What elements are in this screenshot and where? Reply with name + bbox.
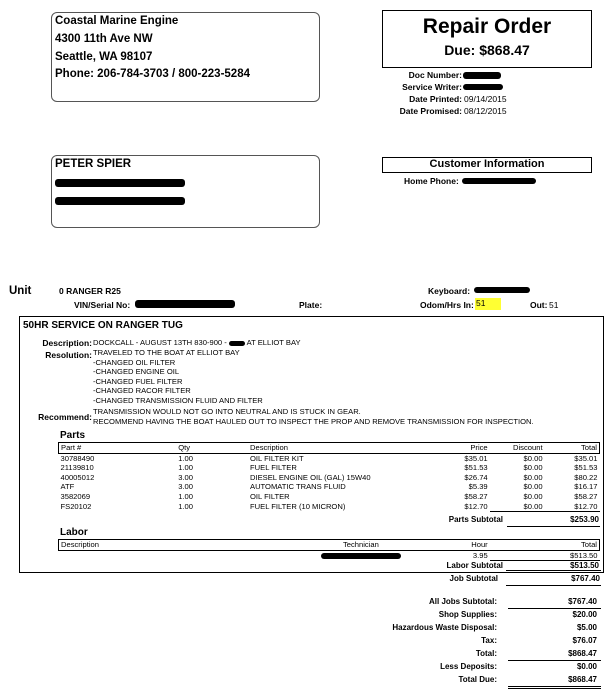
totals-value: $5.00 (576, 623, 597, 632)
col-description: Description (248, 443, 436, 454)
part-qty: 1.00 (178, 453, 193, 463)
resolution-line: -CHANGED FUEL FILTER (93, 376, 183, 386)
company-street: 4300 11th Ave NW (55, 33, 153, 45)
part-price: $35.01 (464, 453, 488, 463)
plate-label: Plate: (299, 300, 323, 310)
part-total: $16.17 (574, 482, 598, 492)
customer-info-box (382, 157, 592, 173)
part-description: FUEL FILTER (250, 463, 297, 473)
description-label: Description: (42, 338, 92, 348)
description-text (93, 338, 301, 347)
job-title: 50HR SERVICE ON RANGER TUG (23, 320, 183, 331)
col-hour: Hour (436, 540, 490, 551)
recommend-line: RECOMMEND HAVING THE BOAT HAULED OUT TO INSPECT THE PROP AND REMOVE TRANSMISSION FOR INSPECTION. (93, 416, 534, 426)
part-number: 3582069 (60, 491, 91, 501)
part-price: $58.27 (464, 491, 488, 501)
col-discount: Discount (490, 443, 545, 454)
repair-order-box (382, 10, 592, 68)
odom-out-value: 51 (549, 300, 559, 310)
part-qty: 1.00 (178, 463, 193, 473)
part-price: $5.39 (468, 482, 488, 492)
col-labor-description: Description (59, 540, 286, 551)
col-labor-total: Total (490, 540, 600, 551)
table-row (59, 492, 600, 502)
resolution-label: Resolution: (45, 350, 92, 360)
table-row (59, 550, 600, 561)
keyboard-label: Keyboard: (428, 286, 471, 296)
parts-subtotal-value: $253.90 (570, 515, 599, 524)
company-address-box (51, 12, 320, 102)
part-number: FS20102 (60, 501, 92, 511)
resolution-line: -CHANGED RACOR FILTER (93, 386, 191, 395)
date-printed-label: Date Printed: (409, 94, 462, 104)
totals-label: Total: (475, 649, 497, 658)
col-price: Price (436, 443, 490, 454)
redaction-bar (55, 197, 185, 205)
redaction-bar (463, 72, 501, 79)
part-discount: $0.00 (523, 472, 543, 482)
table-row (59, 463, 600, 473)
parts-subtotal-label: Parts Subtotal (448, 515, 503, 524)
totals-underline (508, 686, 601, 687)
customer-name: PETER SPIER (55, 158, 132, 170)
redaction-bar (474, 287, 530, 293)
resolution-line: -CHANGED OIL FILTER (93, 357, 176, 367)
totals-label: Shop Supplies: (438, 610, 497, 619)
parts-header-row (59, 443, 600, 454)
labor-technician (286, 550, 436, 561)
recommend-text (93, 407, 534, 426)
part-total: $12.70 (545, 502, 600, 512)
job-subtotal-underline (506, 585, 601, 586)
totals-value: $868.47 (568, 649, 597, 658)
part-discount: $0.00 (490, 502, 545, 512)
totals-value: $868.47 (568, 675, 597, 684)
job-subtotal-underline (506, 570, 601, 571)
parts-title: Parts (60, 430, 86, 441)
vin-label: VIN/Serial No: (74, 300, 131, 310)
odom-label: Odom/Hrs In: (420, 300, 474, 310)
totals-label: All Jobs Subtotal: (429, 597, 497, 606)
part-discount: $0.00 (523, 482, 543, 492)
part-description: AUTOMATIC TRANS FLUID (250, 482, 346, 492)
redaction-bar (229, 341, 245, 346)
col-qty: Qty (176, 443, 248, 454)
company-name: Coastal Marine Engine (55, 15, 179, 27)
redaction-bar (135, 300, 235, 308)
service-writer-label: Service Writer: (402, 82, 462, 92)
part-description: DIESEL ENGINE OIL (GAL) 15W40 (250, 472, 371, 482)
totals-value: $20.00 (572, 610, 597, 619)
customer-address-box (51, 155, 320, 228)
part-total: $58.27 (574, 491, 598, 501)
totals-value: $76.07 (572, 636, 597, 645)
part-description: FUEL FILTER (10 MICRON) (250, 501, 346, 511)
part-number: 21139810 (60, 463, 94, 473)
redaction-bar (55, 179, 185, 187)
customer-info-title: Customer Information (429, 158, 545, 170)
totals-value: $0.00 (576, 662, 597, 671)
date-printed-value: 09/14/2015 (464, 94, 507, 104)
labor-subtotal-label: Labor Subtotal (446, 561, 503, 570)
col-part-number: Part # (59, 443, 177, 454)
doc-info (390, 70, 560, 116)
part-number: ATF (60, 482, 75, 492)
part-price: $26.74 (464, 472, 488, 482)
part-discount: $0.00 (523, 491, 543, 501)
redaction-bar (321, 553, 401, 559)
part-discount: $0.00 (523, 453, 543, 463)
totals-value: $767.40 (568, 597, 597, 606)
labor-subtotal-value: $513.50 (570, 561, 599, 570)
part-description: OIL FILTER KIT (250, 453, 304, 463)
resolution-line: -CHANGED TRANSMISSION FLUID AND FILTER (93, 395, 263, 405)
labor-table (58, 539, 600, 561)
col-total: Total (545, 443, 600, 454)
totals-label: Less Deposits: (440, 662, 497, 671)
table-row (59, 473, 600, 483)
date-promised-label: Date Promised: (399, 106, 462, 116)
amount-due: Due: $868.47 (444, 42, 530, 58)
odom-out-label: Out: (530, 300, 548, 310)
recommend-line: TRANSMISSION WOULD NOT GO INTO NEUTRAL AND IS STUCK IN GEAR. (93, 407, 361, 416)
part-price: $51.53 (464, 463, 488, 473)
subtotal-underline (507, 526, 600, 527)
company-phone: Phone: 206-784-3703 / 800-223-5284 (55, 68, 250, 80)
part-number: 40005012 (60, 472, 95, 482)
repair-order-title: Repair Order (422, 15, 552, 38)
part-discount: $0.00 (523, 463, 543, 473)
odom-in-value: 51 (475, 298, 501, 310)
part-number: 30788490 (60, 453, 95, 463)
labor-header-row (59, 540, 600, 551)
company-city: Seattle, WA 98107 (55, 51, 153, 63)
totals-underline (508, 608, 601, 609)
unit-value: 0 RANGER R25 (59, 286, 121, 296)
date-promised-value: 08/12/2015 (464, 106, 507, 116)
labor-total: $513.50 (490, 550, 600, 561)
doc-number-label: Doc Number: (408, 70, 462, 80)
labor-title: Labor (60, 527, 88, 538)
home-phone-label: Home Phone: (404, 176, 459, 186)
job-box (19, 316, 604, 573)
resolution-text (93, 348, 263, 405)
unit-label: Unit (9, 285, 32, 297)
redaction-bar (463, 84, 503, 90)
table-row (59, 482, 600, 492)
table-row (59, 502, 600, 512)
parts-table (58, 442, 600, 512)
resolution-line: TRAVELED TO THE BOAT AT ELLIOT BAY (93, 348, 240, 357)
redaction-bar (462, 178, 536, 184)
part-qty: 3.00 (178, 472, 193, 482)
totals-label: Total Due: (458, 675, 497, 684)
resolution-line: -CHANGED ENGINE OIL (93, 367, 180, 376)
part-qty: 1.00 (178, 491, 193, 501)
totals-underline (508, 688, 601, 689)
part-total: $35.01 (574, 453, 598, 463)
part-qty: 3.00 (178, 482, 193, 492)
part-qty: 1.00 (178, 501, 193, 511)
part-description: OIL FILTER (250, 491, 290, 501)
description-after: AT ELLIOT BAY (246, 338, 301, 347)
job-subtotal-value: $767.40 (571, 574, 600, 583)
totals-underline (508, 660, 601, 661)
part-total: $80.22 (574, 472, 598, 482)
col-technician: Technician (286, 540, 436, 551)
job-subtotal-label: Job Subtotal (449, 574, 498, 583)
recommend-label: Recommend: (38, 412, 92, 422)
table-row (59, 453, 600, 463)
totals-label: Hazardous Waste Disposal: (392, 623, 497, 632)
labor-description (59, 550, 286, 561)
part-price: $12.70 (464, 501, 488, 511)
labor-hours: 3.95 (472, 550, 488, 560)
part-total: $51.53 (574, 463, 598, 473)
totals-label: Tax: (481, 636, 497, 645)
description-before: DOCKCALL - AUGUST 13TH 830-900 - (93, 338, 227, 347)
